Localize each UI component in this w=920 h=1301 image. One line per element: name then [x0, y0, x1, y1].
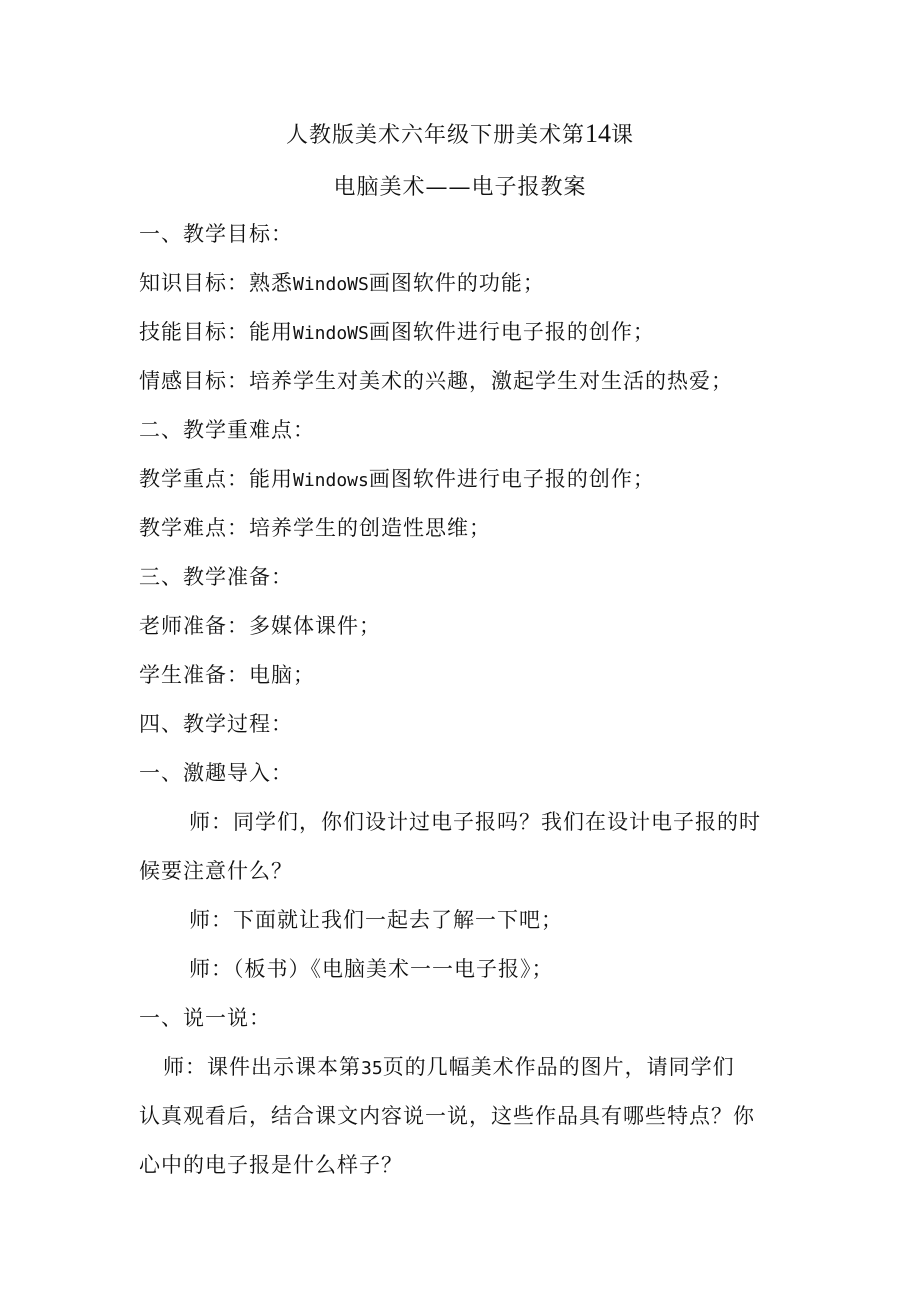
section-heading-goals: 一、教学目标：: [139, 222, 293, 246]
teacher-question-line2: 候要注意什么？: [139, 859, 293, 883]
teaching-focus-software: Windows: [293, 470, 369, 491]
student-preparation: 学生准备：电脑；: [139, 663, 315, 687]
section-heading-key-points: 二、教学重难点：: [139, 418, 315, 442]
skill-goal-software: WindoWS: [293, 323, 369, 344]
knowledge-goal-pre: 知识目标：熟悉: [139, 271, 293, 295]
discussion-line1-pre: 师：课件出示课本第: [163, 1055, 361, 1079]
knowledge-goal-software: WindoWS: [293, 274, 369, 295]
lesson-number: 14: [585, 119, 611, 148]
discussion-page-number: 35: [361, 1058, 383, 1079]
teaching-difficulty: 教学难点：培养学生的创造性思维；: [139, 516, 491, 540]
skill-goal-post: 画图软件进行电子报的创作；: [368, 320, 655, 344]
document-subtitle: 电脑美术——电子报教案: [333, 175, 587, 200]
teacher-question-line1: 师：同学们，你们设计过电子报吗？我们在设计电子报的时: [189, 810, 761, 834]
teacher-preparation: 老师准备：多媒体课件；: [139, 614, 381, 638]
skill-goal: [139, 316, 655, 346]
knowledge-goal-post: 画图软件的功能；: [368, 271, 545, 295]
section-heading-preparation: 三、教学准备：: [139, 565, 293, 589]
teacher-board-writing: 师：（板书）《电脑美术一一电子报》；: [189, 957, 554, 981]
discussion-line1-post: 页的几幅美术作品的图片，请同学们: [382, 1055, 735, 1079]
teaching-focus-pre: 教学重点：能用: [139, 467, 293, 491]
document-title: [0, 118, 920, 149]
step-heading-discussion: 一、说一说：: [139, 1006, 271, 1030]
discussion-line3: 心中的电子报是什么样子？: [139, 1153, 403, 1177]
teaching-focus-post: 画图软件进行电子报的创作；: [368, 467, 655, 491]
teacher-transition: 师：下面就让我们一起去了解一下吧；: [189, 908, 563, 932]
emotion-goal: 情感目标：培养学生对美术的兴趣，激起学生对生活的热爱；: [139, 369, 733, 393]
section-heading-process: 四、教学过程：: [139, 712, 293, 736]
title-text-prefix: 人教版美术六年级下册美术第: [285, 123, 585, 148]
discussion-line1: [163, 1051, 735, 1081]
title-text-suffix: 课: [611, 123, 635, 148]
step-heading-introduction: 一、激趣导入：: [139, 761, 293, 785]
knowledge-goal: [139, 267, 545, 297]
teaching-focus: [139, 463, 655, 493]
skill-goal-pre: 技能目标：能用: [139, 320, 293, 344]
discussion-line2: 认真观看后，结合课文内容说一说，这些作品具有哪些特点？你: [139, 1104, 755, 1128]
